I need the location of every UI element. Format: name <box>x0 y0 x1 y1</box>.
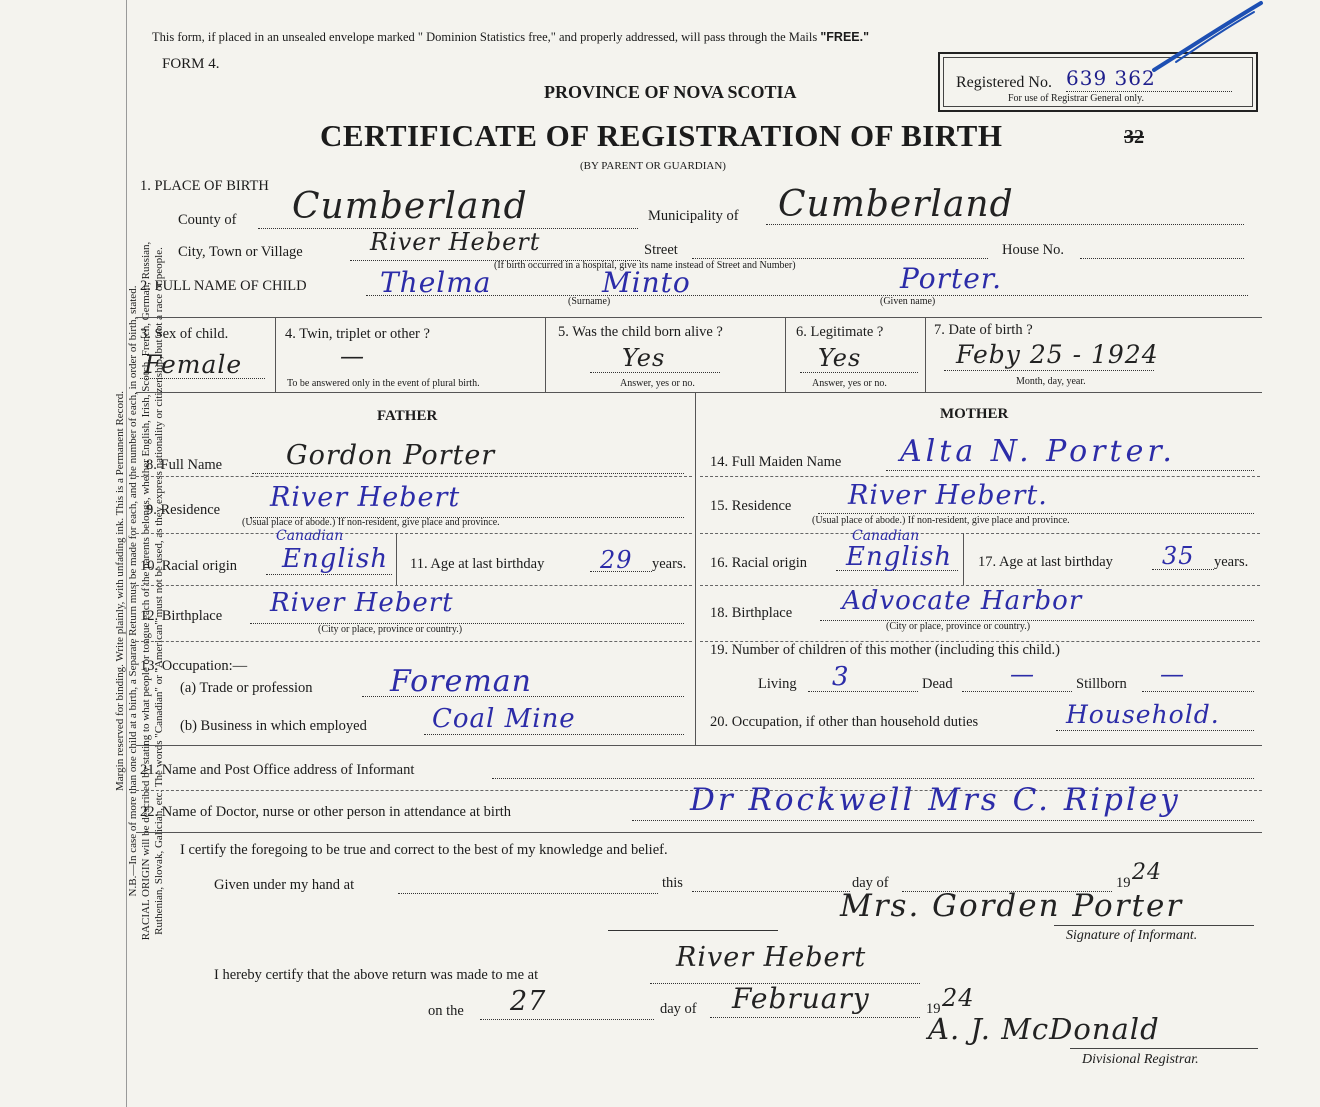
registrar-caption: Divisional Registrar. <box>1082 1052 1199 1067</box>
father-trade-label: (a) Trade or profession <box>180 680 313 696</box>
father-name-label: 8. Full Name <box>146 457 223 473</box>
mother-residence-note: (Usual place of abode.) If non-resident, give place and province. <box>812 515 1070 526</box>
father-birthplace-value: River Hebert <box>270 588 454 618</box>
dead-label: Dead <box>922 676 953 692</box>
sex-value: Female <box>144 350 243 379</box>
registrar-place: River Hebert <box>676 942 867 973</box>
margin-note-1: Margin reserved for binding. Write plainly, with unfading ink. This is a Permanent Record. <box>114 391 126 791</box>
mother-residence-value: River Hebert. <box>848 480 1048 511</box>
father-occupation-label: 13. Occupation:— <box>140 658 248 674</box>
father-age-label: 11. Age at last birthday <box>410 556 545 572</box>
mail-notice: This form, if placed in an unsealed envelope marked " Dominion Statistics free," and properly addressed, will pass through the Mails "FREE." <box>152 30 870 44</box>
doctor-label: 22. Name of Doctor, nurse or other person in attendance at birth <box>140 804 512 820</box>
registrar-text: I hereby certify that the above return was made to me at <box>214 967 539 983</box>
alive-note: Answer, yes or no. <box>620 378 695 389</box>
corner-mark: 32 <box>1124 126 1144 148</box>
mother-children-label: 19. Number of children of this mother (including this child.) <box>710 642 1060 658</box>
on-the-value: 27 <box>510 986 547 1017</box>
province-heading: PROVINCE OF NOVA SCOTIA <box>544 82 797 102</box>
dob-note: Month, day, year. <box>1016 376 1086 387</box>
mother-birthplace-note: (City or place, province or country.) <box>886 621 1031 632</box>
form-number: FORM 4. <box>162 56 220 72</box>
informant-signature: Mrs. Gorden Porter <box>840 888 1184 924</box>
street-label: Street <box>644 242 678 258</box>
mother-race-above: Canadian <box>852 528 920 544</box>
stillborn-label: Stillborn <box>1076 676 1127 692</box>
year-value-2: 24 <box>942 984 975 1012</box>
father-age-value: 29 <box>600 546 633 574</box>
father-name-value: Gordon Porter <box>286 440 496 471</box>
legitimate-label: 6. Legitimate ? <box>796 324 884 340</box>
father-birthplace-note: (City or place, province or country.) <box>318 624 463 635</box>
year-value: 24 <box>1132 860 1162 885</box>
child-surname: Porter. <box>900 262 1002 295</box>
mother-age-value: 35 <box>1162 542 1195 570</box>
margin-note-4: Ruthenian, Slovak, Galician, etc. The words "Canadian" or "American" must not be used, as they express nationality or citizenship, but not a race or people. <box>153 247 165 935</box>
mother-race-value: English <box>846 542 953 572</box>
father-years: years. <box>652 556 687 572</box>
father-race-label: 10. Racial origin <box>140 558 238 574</box>
twin-value: — <box>340 342 365 370</box>
page-subtitle: (BY PARENT OR GUARDIAN) <box>580 160 726 172</box>
father-residence-label: 9. Residence <box>146 502 221 518</box>
father-residence-note: (Usual place of abode.) If non-resident, give place and province. <box>242 517 500 528</box>
father-race-above: Canadian <box>276 528 344 544</box>
year-prefix-2: 19 <box>926 1001 941 1017</box>
year-prefix: 19 <box>1116 875 1131 891</box>
page-title: CERTIFICATE OF REGISTRATION OF BIRTH <box>320 118 1003 153</box>
child-name-label: 2. FULL NAME OF CHILD <box>140 278 307 294</box>
registered-label: Registered No. <box>956 74 1052 91</box>
mother-race-label: 16. Racial origin <box>710 555 808 571</box>
county-value: Cumberland <box>292 186 528 227</box>
margin-notes <box>114 86 166 1096</box>
registrar-signature: A. J. McDonald <box>928 1012 1160 1046</box>
hospital-note: (If birth occurred in a hospital, give its name instead of Street and Number) <box>494 260 796 271</box>
registrar-note: For use of Registrar General only. <box>1008 93 1144 104</box>
stillborn-value: — <box>1160 660 1185 688</box>
margin-note-3: RACIAL ORIGIN will be described by stating to what people or tongue each of the parents belongs, whether English, Irish, Scotch, French, German, Russian, <box>140 241 152 941</box>
this-label: this <box>662 875 683 891</box>
mother-name-label: 14. Full Maiden Name <box>710 454 842 470</box>
dob-value: Feby 25 - 1924 <box>956 340 1159 369</box>
legitimate-note: Answer, yes or no. <box>812 378 887 389</box>
child-first-name: Thelma <box>380 266 492 299</box>
father-business-value: Coal Mine <box>432 704 576 734</box>
dead-value: — <box>1010 660 1035 688</box>
living-label: Living <box>758 676 797 692</box>
municipality-value: Cumberland <box>778 184 1014 225</box>
father-heading: FATHER <box>377 408 438 424</box>
sex-label: 3. Sex of child. <box>140 326 229 342</box>
county-label: County of <box>178 212 237 228</box>
surname-caption: (Surname) <box>568 296 611 307</box>
on-the-label: on the <box>428 1003 464 1019</box>
city-value: River Hebert <box>370 228 541 256</box>
margin-note-2: N.B.—In case of more than one child at a birth, a Separate Return must be made for each, and the number of each, in order of birth, stated. <box>127 285 139 897</box>
mother-name-value: Alta N. Porter. <box>900 434 1176 469</box>
given-label: Given under my hand at <box>214 877 355 893</box>
registered-value: 639 362 <box>1066 66 1156 90</box>
twin-label: 4. Twin, triplet or other ? <box>285 326 430 342</box>
twin-note: To be answered only in the event of plural birth. <box>287 378 480 389</box>
living-value: 3 <box>832 662 850 692</box>
mother-occupation-value: Household. <box>1066 700 1220 729</box>
dob-label: 7. Date of birth ? <box>934 322 1033 338</box>
mother-birthplace-label: 18. Birthplace <box>710 605 793 621</box>
city-label: City, Town or Village <box>178 244 303 260</box>
birth-place-label: 1. PLACE OF BIRTH <box>140 178 269 194</box>
month-value: February <box>732 982 870 1015</box>
father-birthplace-label: 12. Birthplace <box>140 608 223 624</box>
mother-years: years. <box>1214 554 1249 570</box>
day-of-label-2: day of <box>660 1001 697 1017</box>
house-label: House No. <box>1002 242 1065 258</box>
pen-stroke-icon <box>1146 0 1266 80</box>
mail-free: "FREE." <box>820 30 870 44</box>
mother-birthplace-value: Advocate Harbor <box>842 586 1083 616</box>
alive-label: 5. Was the child born alive ? <box>558 324 723 340</box>
given-caption: (Given name) <box>880 296 936 307</box>
legitimate-value: Yes <box>818 344 862 372</box>
father-business-label: (b) Business in which employed <box>180 718 367 734</box>
mother-residence-label: 15. Residence <box>710 498 792 514</box>
informant-label: 21. Name and Post Office address of Informant <box>140 762 415 778</box>
certify-text: I certify the foregoing to be true and correct to the best of my knowledge and belief. <box>180 842 668 858</box>
mother-heading: MOTHER <box>940 406 1009 422</box>
binding-margin-line <box>126 0 127 1107</box>
father-race-value: English <box>282 544 389 574</box>
mother-age-label: 17. Age at last birthday <box>978 554 1113 570</box>
day-of-label: day of <box>852 875 889 891</box>
alive-value: Yes <box>622 344 666 372</box>
mother-occupation-label: 20. Occupation, if other than household duties <box>710 714 979 730</box>
municipality-label: Municipality of <box>648 208 739 224</box>
signature-caption: Signature of Informant. <box>1066 928 1198 943</box>
child-middle-name: Minto <box>602 266 691 299</box>
father-trade-value: Foreman <box>390 664 532 699</box>
father-residence-value: River Hebert <box>270 482 461 513</box>
doctor-value: Dr Rockwell Mrs C. Ripley <box>690 782 1181 818</box>
